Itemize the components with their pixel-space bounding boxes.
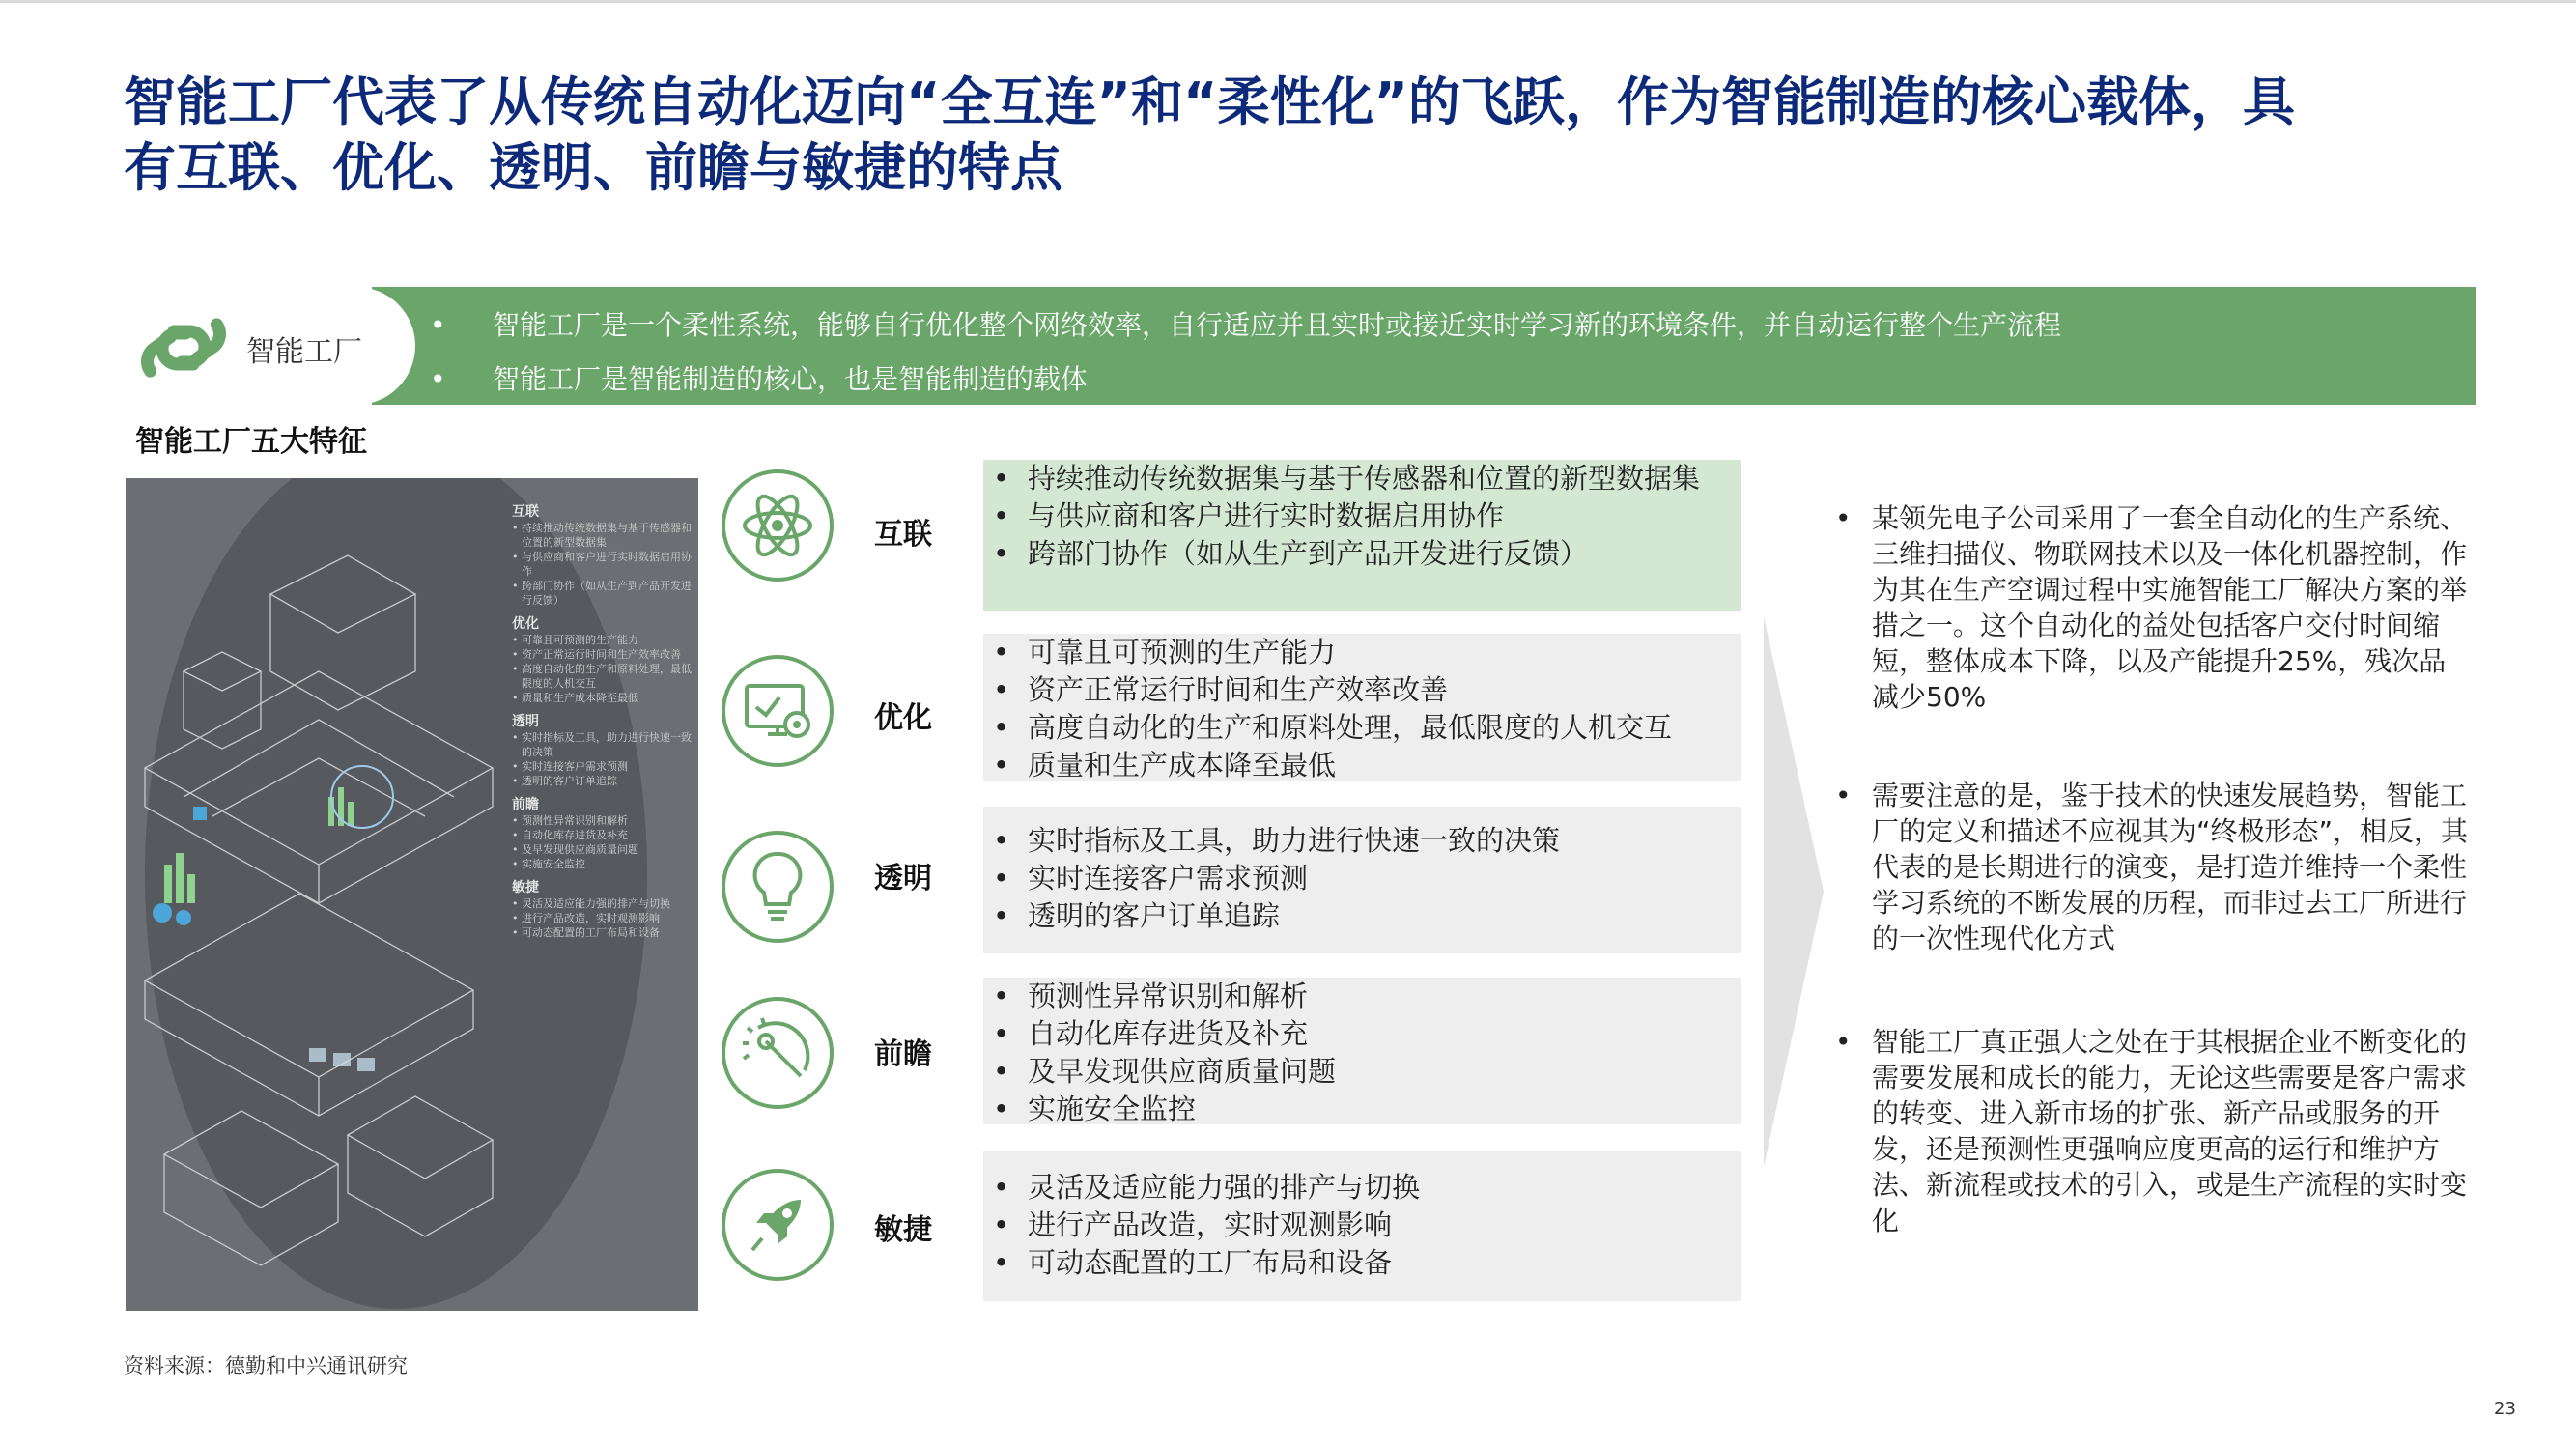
commentary-point: • 某领先电子公司采用了一套全自动化的生产系统、三维扫描仪、物联网技术以及一体化机器控制，作为其在生产空调过程中实施智能工厂解决方案的举措之一。这个自动化的益处包括客户交付时间缩短，整体成本下降，以及产能提升25%，残次品减少50% [1835,500,2473,715]
feature-point: • 实时连接客户需求预测 [983,860,1560,897]
feature-label-connected: 互联 [874,518,932,552]
panel-heading: 透明 [512,714,539,729]
panel-line: • 高度自动化的生产和原料处理，最低限度的人机交互 [512,662,695,691]
panel-line: • 与供应商和客户进行实时数据启用协作 [512,550,695,579]
feature-point: • 跨部门协作（如从生产到产品开发进行反馈） [983,535,1700,573]
panel-line: • 跨部门协作（如从生产到产品开发进行反馈） [512,579,695,608]
commentary-point: • 需要注意的是，鉴于技术的快速发展趋势，智能工厂的定义和描述不应视其为“终极形态”，相反，其代表的是长期进行的演变，是打造并维持一个柔性学习系统的不断发展的历程，而非过去工厂所进行的一次性现代化方式 [1835,778,2473,956]
feature-point: • 自动化库存进货及补充 [983,1015,1336,1053]
feature-point: • 持续推动传统数据集与基于传感器和位置的新型数据集 [983,460,1700,497]
panel-heading: 优化 [512,616,539,632]
panel-line: • 进行产品改造，实时观测影响 [512,911,695,925]
page-title-line-2: 有互联、优化、透明、前瞻与敏捷的特点 [124,137,1062,198]
tag-label: 智能工厂 [246,335,362,369]
feature-point: • 资产正常运行时间和生产效率改善 [983,671,1672,709]
lightbulb-icon [720,829,835,945]
feature-box-proactive [983,978,1741,1124]
definition-banner [372,287,2476,405]
panel-line: • 质量和生产成本降至最低 [512,691,695,705]
feature-point: • 高度自动化的生产和原料处理，最低限度的人机交互 [983,709,1672,747]
page-title-line-1: 智能工厂代表了从传统自动化迈向“全互连”和“柔性化”的飞跃，作为智能制造的核心载体，具 [124,71,2295,132]
panel-line: • 及早发现供应商质量问题 [512,842,695,857]
top-divider [0,0,2576,3]
feature-label-optimized: 优化 [874,701,932,735]
commentary-1 [1835,500,2473,715]
panel-line: • 实时指标及工具，助力进行快速一致的决策 [512,730,695,759]
panel-line: • 自动化库存进货及补充 [512,828,695,842]
smart-factory-tag [126,287,415,405]
banner-point: • 智能工厂是一个柔性系统，能够自行优化整个网络效率，自行适应并且实时或接近实时学习新的环境条件，并自动运行整个生产流程 [430,298,2061,353]
panel-line: • 灵活及适应能力强的排产与切换 [512,896,695,911]
rocket-icon [720,1167,835,1283]
page-title [124,70,2461,201]
feature-point: • 可靠且可预测的生产能力 [983,634,1672,671]
commentary-3 [1835,1024,2473,1238]
feature-point: • 灵活及适应能力强的排产与切换 [983,1169,1420,1207]
feature-box-agile [983,1151,1741,1301]
feature-point: • 可动态配置的工厂布局和设备 [983,1244,1420,1282]
commentary-2 [1835,778,2473,956]
isometric-factory-drawing [126,478,512,1311]
feature-label-agile: 敏捷 [874,1213,932,1247]
panel-line: • 可动态配置的工厂布局和设备 [512,925,695,940]
feature-point: • 质量和生产成本降至最低 [983,747,1672,784]
section-title: 智能工厂五大特征 [135,425,367,459]
page-number: 23 [2494,1399,2516,1419]
feature-label-transparent: 透明 [874,862,932,895]
illustration-panel [512,496,695,940]
panel-heading: 敏捷 [512,880,539,895]
panel-line: • 资产正常运行时间和生产效率改善 [512,647,695,662]
feature-point: • 进行产品改造，实时观测影响 [983,1207,1420,1244]
panel-line: • 实时连接客户需求预测 [512,759,695,774]
monitor-gear-icon [720,653,835,769]
panel-line: • 透明的客户订单追踪 [512,774,695,788]
feature-point: • 预测性异常识别和解析 [983,978,1336,1015]
source-note: 资料来源：德勤和中兴通讯研究 [124,1354,408,1378]
feature-point: • 及早发现供应商质量问题 [983,1053,1336,1091]
panel-line: • 可靠且可预测的生产能力 [512,633,695,647]
atom-icon [720,468,835,583]
panel-line: • 实施安全监控 [512,857,695,871]
feature-label-proactive: 前瞻 [874,1037,932,1071]
factory-illustration [126,478,698,1311]
panel-line: • 持续推动传统数据集与基于传感器和位置的新型数据集 [512,521,695,550]
link-icon [135,314,232,382]
panel-line: • 预测性异常识别和解析 [512,813,695,828]
banner-point: • 智能工厂是智能制造的核心，也是智能制造的载体 [430,353,2061,407]
feature-point: • 实时指标及工具，助力进行快速一致的决策 [983,822,1560,860]
panel-heading: 互联 [512,504,539,520]
panel-heading: 前瞻 [512,797,539,812]
feature-box-optimized [983,634,1741,781]
feature-box-transparent [983,807,1741,953]
chevron-right-icon [1764,616,1824,1167]
feature-point: • 实施安全监控 [983,1091,1336,1128]
feature-box-connected [983,460,1741,611]
commentary-point: • 智能工厂真正强大之处在于其根据企业不断变化的需要发展和成长的能力，无论这些需要是客户需求的转变、进入新市场的扩张、新产品或服务的开发，还是预测性更强响应度更高的运行和维护方法、新流程或技术的引入，或是生产流程的实时变化 [1835,1024,2473,1238]
feature-point: • 与供应商和客户进行实时数据启用协作 [983,497,1700,535]
feature-point: • 透明的客户订单追踪 [983,897,1560,935]
radar-icon [720,995,835,1111]
